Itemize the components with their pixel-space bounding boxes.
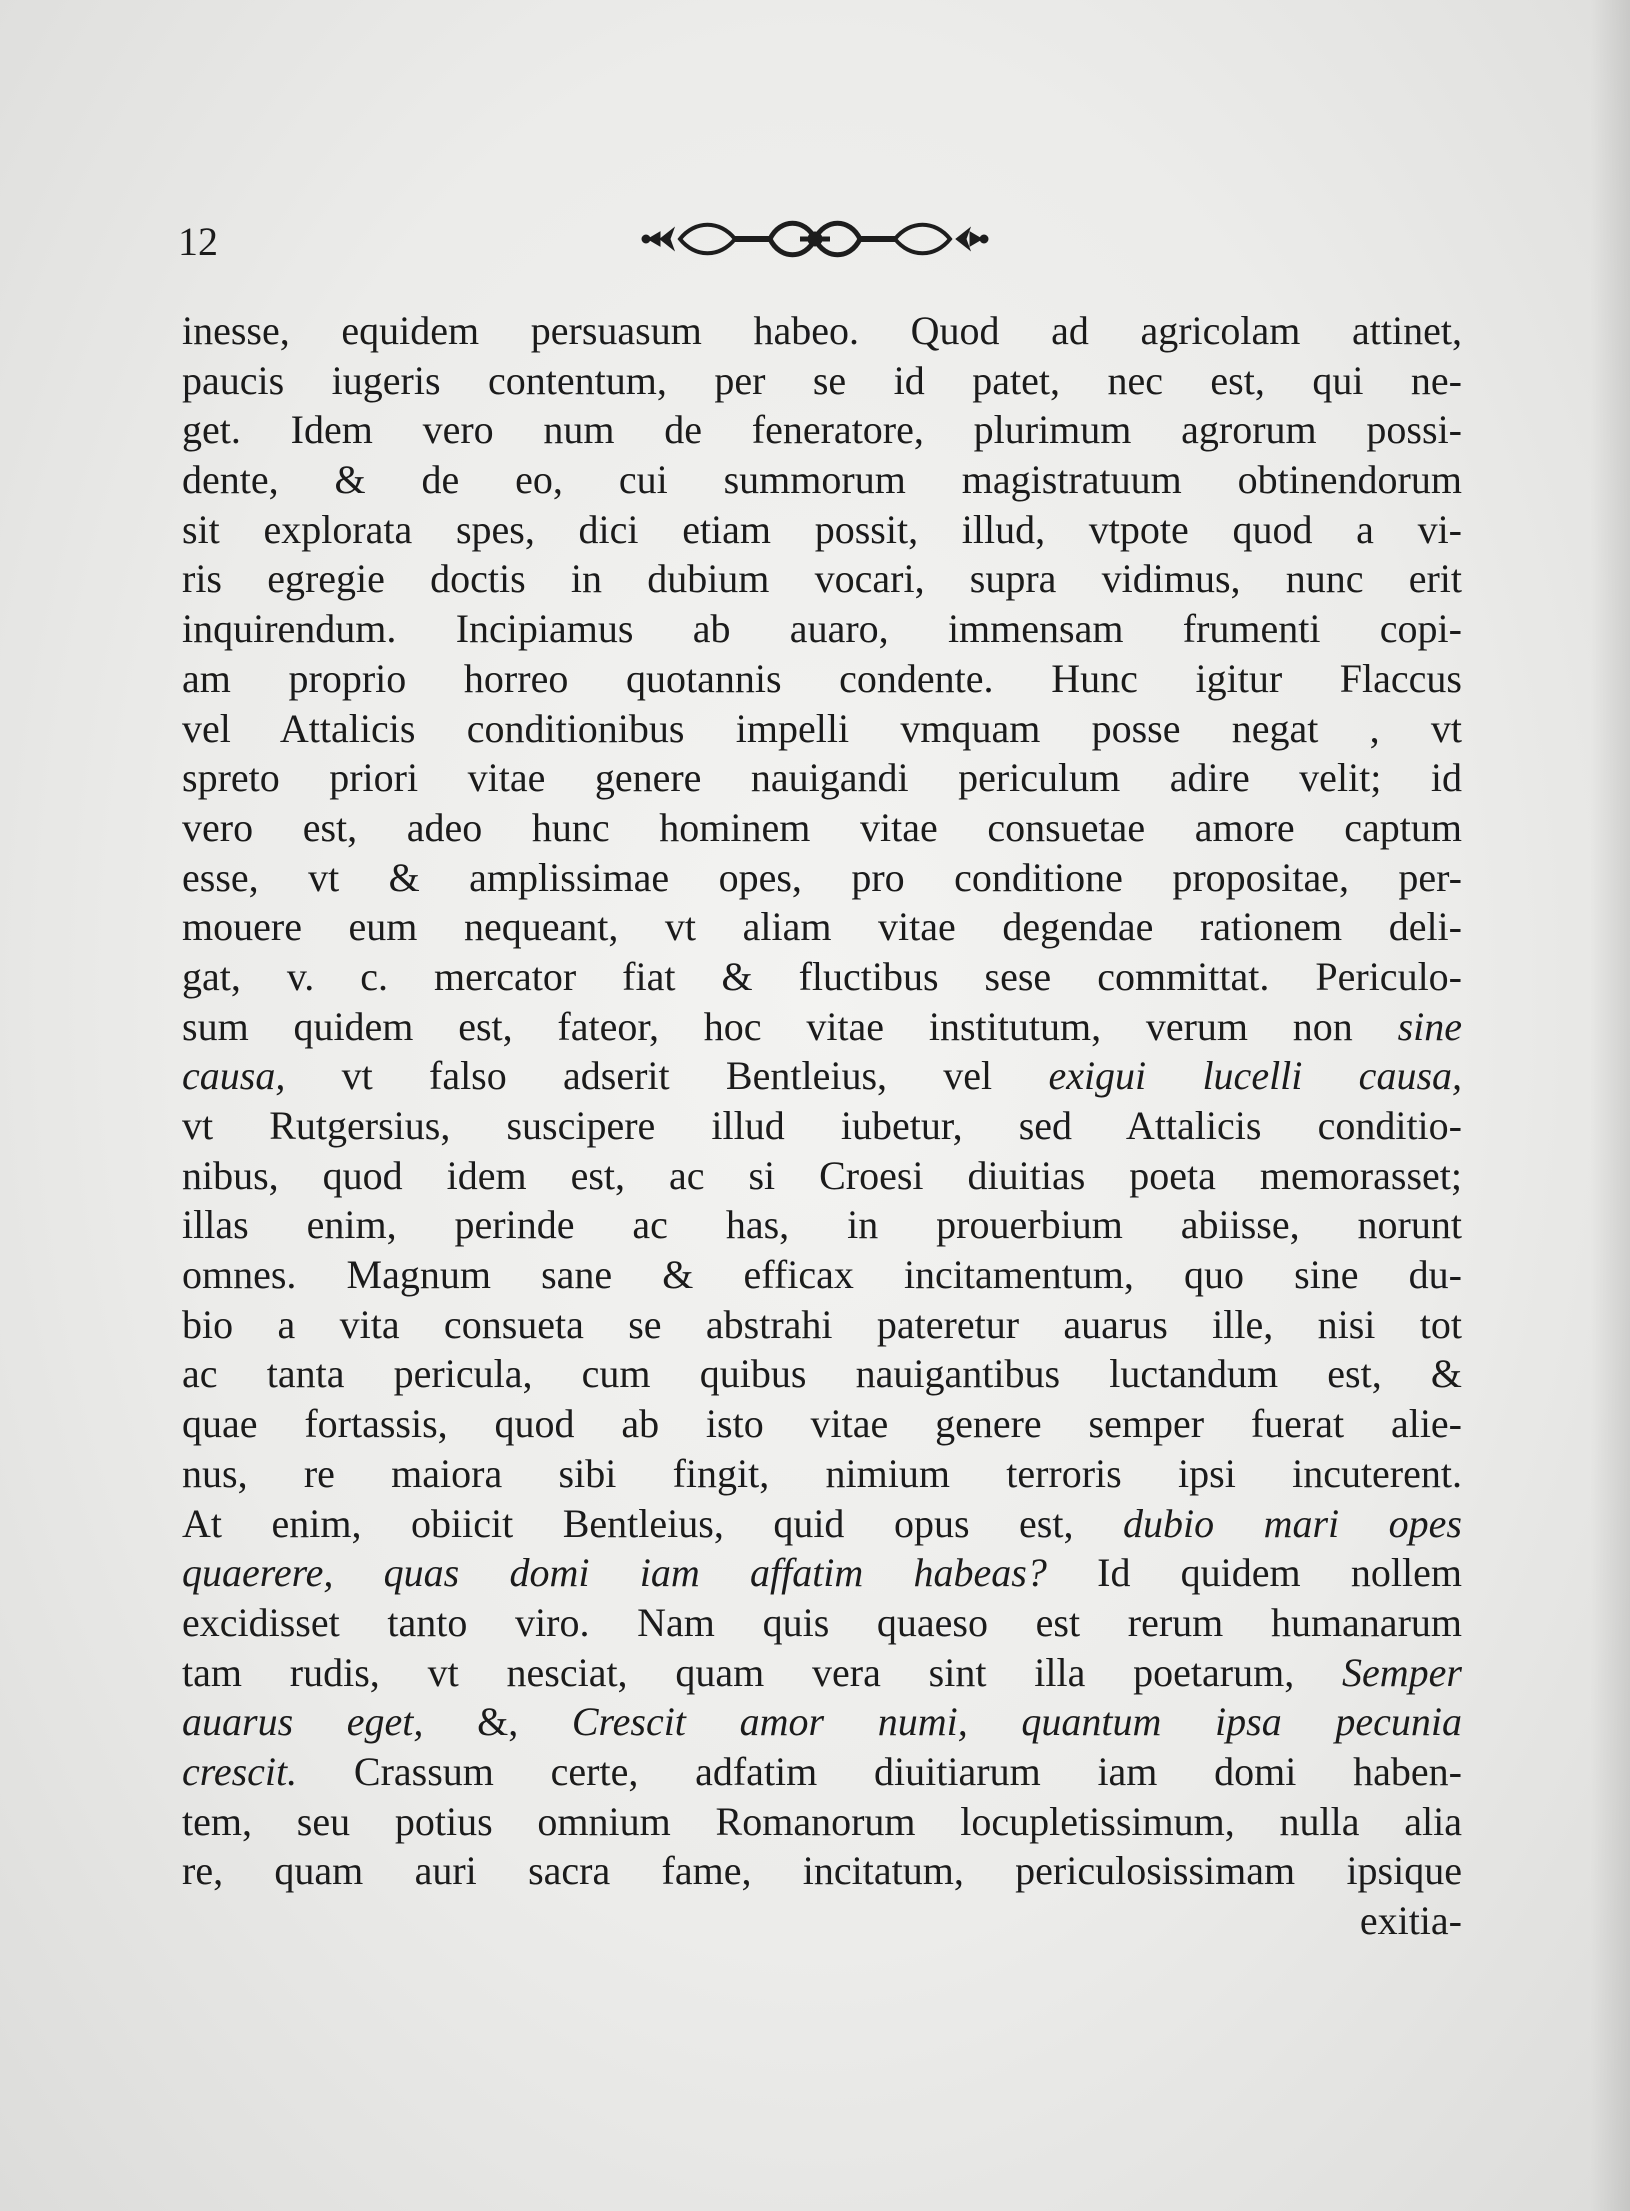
text-line [182,1747,1462,1797]
italic-text-segment: Semper [1342,1649,1462,1695]
text-segment: vero est, adeo hunc hominem vitae consuetae amore captum [182,804,1462,850]
text-line [182,604,1462,654]
text-line [182,1449,1462,1499]
text-segment: illas enim, perinde ac has, in prouerbium abiisse, norunt [182,1202,1462,1248]
text-segment: mouere eum nequeant, vt aliam vitae degendae rationem deli- [182,904,1462,950]
italic-text-segment: crescit. [182,1748,298,1794]
text-segment: At enim, obiicit Bentleius, quid opus est, [182,1500,1123,1546]
text-segment: nibus, quod idem est, ac si Croesi diuitias poeta memorasset; [182,1152,1462,1198]
text-segment: esse, vt & amplissimae opes, pro conditione propositae, per- [182,854,1462,900]
text-segment: ac tanta pericula, cum quibus nauigantibus luctandum est, & [182,1351,1462,1397]
text-segment: am proprio horreo quotannis condente. Hunc igitur Flaccus [182,655,1462,701]
text-line [182,704,1462,754]
text-segment: exitia- [1359,1898,1462,1943]
text-segment: vel Attalicis conditionibus impelli vmquam posse negat , vt [182,705,1462,751]
text-line [182,1300,1462,1350]
italic-text-segment: auarus eget, [182,1699,424,1745]
italic-text-segment: sine [1397,1003,1462,1049]
text-segment: tem, seu potius omnium Romanorum locupletissimum, nulla alia [182,1798,1462,1844]
text-line [182,803,1462,853]
text-line [182,455,1462,505]
page-number: 12 [178,219,218,264]
text-line [182,1896,1462,1946]
italic-text-segment: exigui lucelli causa, [1048,1053,1463,1099]
text-segment: sum quidem est, fateor, hoc vitae institutum, verum non [182,1003,1398,1049]
text-line [182,1598,1462,1648]
text-line [182,654,1462,704]
text-line [182,1101,1462,1151]
text-segment: re, quam auri sacra fame, incitatum, periculosissimam ipsique [182,1848,1462,1894]
text-segment: omnes. Magnum sane & efficax incitamentum, quo sine du- [182,1252,1462,1298]
text-segment: nus, re maiora sibi fingit, nimium terroris ipsi incuterent. [182,1450,1462,1496]
text-segment: inesse, equidem persuasum habeo. Quod ad agricolam attinet, [182,308,1462,353]
text-segment: dente, & de eo, cui summorum magistratuum obtinendorum [182,457,1462,503]
text-line [182,505,1462,555]
text-line [182,902,1462,952]
text-segment: Id quidem nollem [1046,1550,1462,1596]
text-line [182,1200,1462,1250]
text-line [182,1151,1462,1201]
text-segment: spreto priori vitae genere nauigandi periculum adire velit; id [182,755,1462,801]
text-line [182,306,1462,356]
text-segment: excidisset tanto viro. Nam quis quaeso est rerum humanarum [182,1599,1462,1645]
ornamental-headpiece-icon [640,208,990,270]
text-line [182,1697,1462,1747]
text-line [182,1648,1462,1698]
text-line [182,1548,1462,1598]
text-line [182,405,1462,455]
text-segment: quae fortassis, quod ab isto vitae genere semper fuerat alie- [182,1401,1462,1447]
text-segment: ris egregie doctis in dubium vocari, supra vidimus, nunc erit [182,556,1462,602]
text-segment: vt falso adserit Bentleius, vel [285,1053,1049,1099]
italic-text-segment: causa, [182,1053,286,1099]
text-line [182,1002,1462,1052]
text-line [182,853,1462,903]
text-segment: gat, v. c. mercator fiat & fluctibus sese committat. Periculo- [182,953,1462,999]
text-line [182,1349,1462,1399]
text-segment: inquirendum. Incipiamus ab auaro, immensam frumenti copi- [182,606,1462,652]
text-line [182,1399,1462,1449]
italic-text-segment: quaerere, quas domi iam affatim habeas? [182,1550,1047,1596]
body-text [182,306,1462,1946]
text-segment: get. Idem vero num de feneratore, plurimum agrorum possi- [182,407,1462,453]
text-line [182,1797,1462,1847]
text-line [182,1499,1462,1549]
italic-text-segment: Crescit amor numi, quantum ipsa pecunia [571,1699,1462,1745]
page-gutter-shadow [1590,0,1630,2211]
text-segment: sit explorata spes, dici etiam possit, illud, vtpote quod a vi- [182,506,1462,552]
text-line [182,753,1462,803]
text-segment: vt Rutgersius, suscipere illud iubetur, sed Attalicis conditio- [182,1103,1462,1148]
text-line [182,1250,1462,1300]
text-segment: paucis iugeris contentum, per se id patet, nec est, qui ne- [182,357,1462,403]
italic-text-segment: dubio mari opes [1122,1500,1462,1546]
text-line [182,1051,1462,1101]
text-line [182,952,1462,1002]
text-segment: Crassum certe, adfatim diuitiarum iam domi haben- [297,1748,1462,1794]
text-segment: bio a vita consueta se abstrahi pateretur auarus ille, nisi tot [182,1301,1462,1347]
text-segment: tam rudis, vt nesciat, quam vera sint illa poetarum, [182,1649,1343,1695]
text-line [182,554,1462,604]
text-line [182,356,1462,406]
text-line [182,1846,1462,1896]
text-segment: &, [423,1699,572,1745]
